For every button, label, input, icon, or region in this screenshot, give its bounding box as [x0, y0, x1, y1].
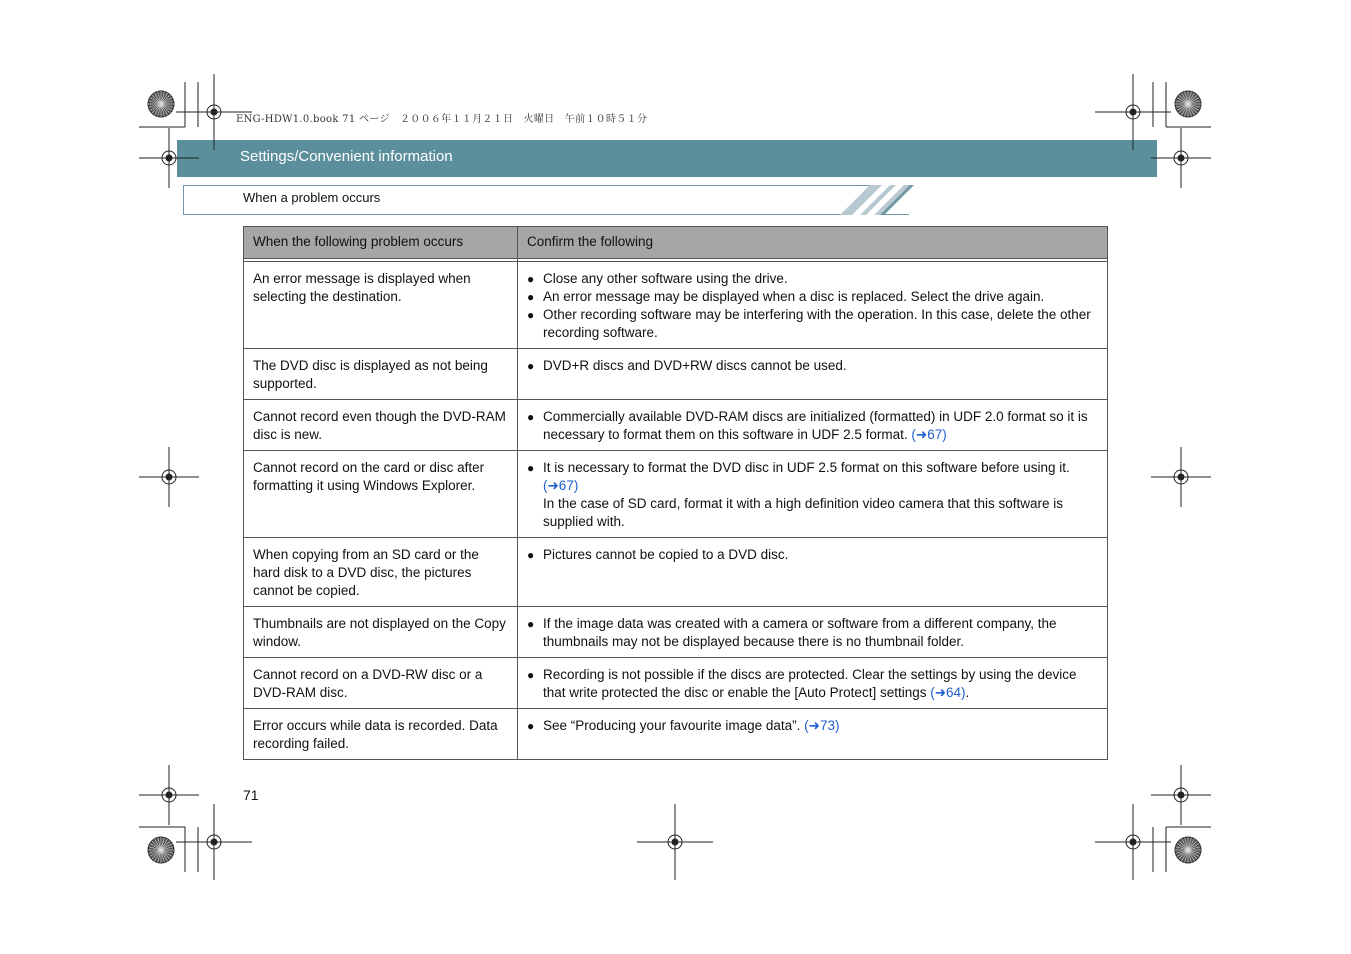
table-header-row	[244, 227, 1108, 259]
color-target-ray	[158, 837, 161, 850]
color-target-ray	[1188, 91, 1191, 104]
registration-dot	[672, 839, 679, 846]
color-target-ray	[148, 104, 161, 107]
color-target-ray	[1175, 104, 1188, 107]
color-target-ray	[1188, 104, 1201, 107]
registration-crosshair	[207, 835, 221, 849]
color-target-ray	[1175, 101, 1188, 104]
registration-crosshair	[162, 470, 176, 484]
solution-cell	[518, 349, 1108, 400]
solution-cell	[518, 709, 1108, 760]
bullet-icon: ●	[527, 548, 535, 562]
bullet-icon: ●	[527, 290, 535, 304]
color-target	[148, 837, 174, 863]
table-row	[244, 709, 1108, 760]
bullet-item	[527, 408, 1098, 444]
table-row	[244, 658, 1108, 709]
color-target-ray	[161, 850, 172, 857]
color-target-ray	[1188, 850, 1199, 857]
registration-crosshair	[1174, 788, 1188, 802]
color-target-ray	[1188, 93, 1195, 104]
table-row	[244, 607, 1108, 658]
problem-cell: Cannot record on the card or disc after formatting it using Windows Explorer.	[244, 451, 518, 538]
registration-crosshair	[1126, 105, 1140, 119]
bullet-item	[527, 459, 1098, 531]
header-confirm: Confirm the following	[518, 227, 1108, 259]
registration-crosshair	[1126, 835, 1140, 849]
color-target-ray	[1177, 98, 1188, 105]
color-target-ray	[1188, 839, 1195, 850]
bullet-item	[527, 717, 1098, 735]
registration-crosshair	[1174, 151, 1188, 165]
color-target-ray	[1185, 850, 1188, 863]
bullet-text	[543, 270, 788, 288]
registration-dot	[1178, 474, 1185, 481]
solution-text: Close any other software using the drive.	[543, 271, 788, 286]
color-target-ray	[1179, 850, 1188, 859]
color-target-ray	[1188, 98, 1199, 105]
color-target-ray	[161, 104, 168, 115]
color-target-ray	[1188, 850, 1197, 859]
table-row	[244, 538, 1108, 607]
print-info: ENG-HDW1.0.book 71 ページ ２００６年１１月２１日 火曜日 午前１０時５１分	[236, 114, 648, 125]
color-target-ray	[161, 847, 174, 850]
color-target-ray	[150, 98, 161, 105]
registration-dot	[1130, 839, 1137, 846]
table-row	[244, 400, 1108, 451]
color-target-ray	[158, 104, 161, 117]
problem-cell: An error message is displayed when selecting the destination.	[244, 262, 518, 349]
registration-dot	[211, 839, 218, 846]
color-target-ray	[1188, 101, 1201, 104]
problem-cell: The DVD disc is displayed as not being supported.	[244, 349, 518, 400]
solution-text: DVD+R discs and DVD+RW discs cannot be used.	[543, 358, 847, 373]
color-target-ray	[152, 104, 161, 113]
color-target-ray	[1182, 104, 1189, 115]
bullet-text	[543, 546, 788, 564]
registration-crosshair	[668, 835, 682, 849]
color-target-ray	[161, 850, 170, 859]
registration-dot	[166, 792, 173, 799]
bullet-text	[543, 459, 1098, 531]
color-target-ray	[161, 104, 172, 111]
subsection-title: When a problem occurs	[243, 190, 381, 205]
color-target-ray	[148, 101, 161, 104]
color-target-ray	[1188, 847, 1201, 850]
color-target-ray	[1177, 850, 1188, 857]
bullet-text	[543, 615, 1098, 651]
solution-text: Pictures cannot be copied to a DVD disc.	[543, 547, 789, 562]
solution-cell	[518, 451, 1108, 538]
color-target-ray	[155, 839, 162, 850]
color-target-ray	[150, 844, 161, 851]
registration-dot	[1130, 109, 1137, 116]
registration-dot	[166, 155, 173, 162]
solution-text: See “Producing your favourite image data”.	[543, 718, 805, 733]
color-target-ray	[161, 844, 172, 851]
problem-cell: Cannot record even though the DVD-RAM disc is new.	[244, 400, 518, 451]
bullet-icon: ●	[527, 308, 535, 322]
color-target-ray	[161, 104, 170, 113]
bullet-text	[543, 717, 839, 735]
color-target-ray	[1179, 104, 1188, 113]
problem-cell: When copying from an SD card or the hard disk to a DVD disc, the pictures cannot be copied.	[244, 538, 518, 607]
bullet-text	[543, 306, 1098, 342]
bullet-text	[543, 288, 1044, 306]
solution-text: If the image data was created with a camera or software from a different company, the thumbnails may not be displayed because there is no thumbnail folder.	[543, 616, 1057, 649]
color-target-ray	[161, 95, 170, 104]
color-target-ray	[152, 850, 161, 859]
table-row	[244, 451, 1108, 538]
color-target-ray	[161, 93, 168, 104]
table-row	[244, 349, 1108, 400]
bullet-item	[527, 306, 1098, 342]
problem-cell: Thumbnails are not displayed on the Copy window.	[244, 607, 518, 658]
color-target-ray	[1188, 95, 1197, 104]
registration-dot	[1178, 155, 1185, 162]
color-target-ray	[161, 104, 164, 117]
problem-cell: Cannot record on a DVD-RW disc or a DVD-RAM disc.	[244, 658, 518, 709]
page-reference-link[interactable]: (➜73)	[804, 718, 840, 733]
color-target-ray	[1188, 837, 1191, 850]
color-target-ray	[1185, 837, 1188, 850]
color-target-ray	[1188, 841, 1197, 850]
bullet-icon: ●	[527, 461, 535, 475]
color-target-ray	[158, 850, 161, 863]
color-target-ray	[155, 850, 162, 861]
section-title: Settings/Convenient information	[240, 148, 453, 165]
decorative-stripes	[830, 184, 920, 216]
color-target-ray	[161, 837, 164, 850]
solution-cell	[518, 538, 1108, 607]
color-target-ray	[150, 104, 161, 111]
color-target-ray	[1188, 850, 1191, 863]
color-target-ray	[1175, 850, 1188, 853]
solution-text: An error message may be displayed when a disc is replaced. Select the drive again.	[543, 289, 1045, 304]
bullet-item	[527, 270, 1098, 288]
color-target-ray	[1177, 844, 1188, 851]
registration-crosshair	[162, 788, 176, 802]
page-reference-link[interactable]: (➜64)	[930, 685, 966, 700]
solution-text: Commercially available DVD-RAM discs are initialized (formatted) in UDF 2.0 format so it is necessary to format them on this software in UDF 2.5 format.	[543, 409, 1088, 442]
color-target-ray	[1188, 104, 1195, 115]
color-target-ray	[1188, 850, 1201, 853]
color-target-ray	[1188, 850, 1195, 861]
problem-cell: Error occurs while data is recorded. Data recording failed.	[244, 709, 518, 760]
registration-dot	[211, 109, 218, 116]
bullet-icon: ●	[527, 668, 535, 682]
color-target-ray	[1179, 841, 1188, 850]
color-target-ray	[161, 839, 168, 850]
table-row	[244, 262, 1108, 349]
bullet-icon: ●	[527, 719, 535, 733]
solution-text: Recording is not possible if the discs are protected. Clear the settings by using the device that write protected the disc or enable the [Auto Protect] settings	[543, 667, 1077, 700]
color-target-ray	[1188, 104, 1197, 113]
color-target-ray	[148, 850, 161, 853]
color-target-ray	[161, 850, 168, 861]
trailing-text: .	[965, 685, 970, 700]
solution-cell	[518, 658, 1108, 709]
page-number: 71	[243, 787, 259, 803]
bullet-item	[527, 357, 1098, 375]
color-target-ray	[1188, 104, 1191, 117]
color-target-ray	[161, 91, 164, 104]
color-target-ray	[1179, 95, 1188, 104]
registration-crosshair	[207, 105, 221, 119]
color-target-ray	[161, 104, 174, 107]
color-target-ray	[1188, 844, 1199, 851]
solution-extra-text: In the case of SD card, format it with a high definition video camera that this software is supplied with.	[543, 496, 1064, 529]
color-target-ray	[155, 93, 162, 104]
page-reference-link[interactable]: (➜67)	[911, 427, 947, 442]
bullet-text	[543, 408, 1098, 444]
color-target	[148, 91, 174, 117]
bullet-item	[527, 546, 1098, 564]
solution-cell	[518, 607, 1108, 658]
color-target-ray	[148, 847, 161, 850]
color-target-ray	[1188, 104, 1199, 111]
color-target-ray	[161, 850, 164, 863]
color-target-ray	[158, 91, 161, 104]
registration-crosshair	[1174, 470, 1188, 484]
registration-dot	[1178, 792, 1185, 799]
color-target-ray	[155, 104, 162, 115]
registration-crosshair	[162, 151, 176, 165]
solution-text: It is necessary to format the DVD disc in UDF 2.5 format on this software before using it.	[543, 460, 1070, 475]
color-target-ray	[161, 841, 170, 850]
registration-dot	[166, 474, 173, 481]
color-target-ray	[161, 850, 174, 853]
color-target	[1175, 91, 1201, 117]
bullet-item	[527, 666, 1098, 702]
bullet-icon: ●	[527, 410, 535, 424]
solution-cell	[518, 400, 1108, 451]
page-reference-link[interactable]: (➜67)	[543, 478, 579, 493]
color-target	[1175, 837, 1201, 863]
color-target-ray	[161, 101, 174, 104]
bullet-icon: ●	[527, 272, 535, 286]
color-target-ray	[1182, 839, 1189, 850]
color-target-ray	[152, 95, 161, 104]
solution-cell	[518, 262, 1108, 349]
bullet-item	[527, 288, 1098, 306]
color-target-ray	[161, 98, 172, 105]
color-target-ray	[1175, 847, 1188, 850]
color-target-ray	[1177, 104, 1188, 111]
color-target-ray	[150, 850, 161, 857]
color-target-ray	[1182, 850, 1189, 861]
bullet-text	[543, 666, 1098, 702]
color-target-ray	[1185, 91, 1188, 104]
color-target-ray	[1182, 93, 1189, 104]
bullet-item	[527, 615, 1098, 651]
solution-text: Other recording software may be interfering with the operation. In this case, delete the other recording software.	[543, 307, 1091, 340]
bullet-icon: ●	[527, 617, 535, 631]
bullet-text	[543, 357, 847, 375]
header-problem: When the following problem occurs	[244, 227, 518, 259]
color-target-ray	[152, 841, 161, 850]
color-target-ray	[1185, 104, 1188, 117]
troubleshooting-table	[243, 226, 1108, 760]
bullet-icon: ●	[527, 359, 535, 373]
